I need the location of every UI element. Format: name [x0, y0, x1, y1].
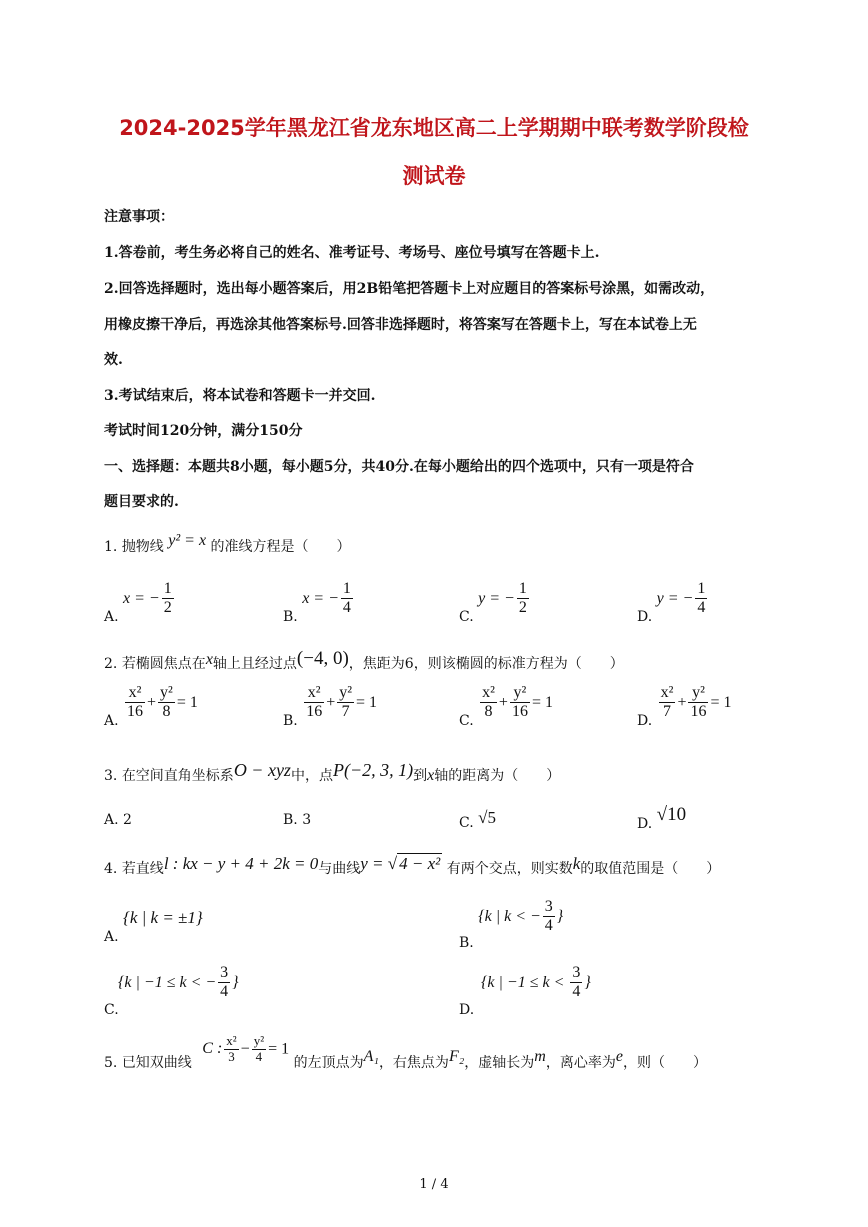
sqrt-sign: √	[387, 854, 398, 873]
note-2-cont: 用橡皮擦干净后，再选涂其他答案标号.回答非选择题时，将答案写在答题卡上，写在本试卷上无	[104, 317, 697, 333]
fraction-num: y²	[337, 684, 354, 703]
option-formula-post: }	[556, 907, 564, 925]
fraction-num: x²	[480, 684, 497, 703]
question-text: 轴的距离为（ ）	[434, 768, 561, 784]
question-axis: x	[205, 651, 213, 668]
question-text: 与曲线	[318, 861, 361, 877]
option-label: D.	[637, 816, 653, 832]
q3-option-a[interactable]	[104, 812, 132, 828]
option-fraction-num: 1	[517, 580, 529, 599]
option-value: 3	[302, 812, 312, 828]
question-focus: F₂	[448, 1048, 465, 1066]
question-text: ，离心率为	[545, 1055, 616, 1072]
question-text: 中，点	[290, 768, 333, 784]
fraction-num: 3	[570, 964, 582, 983]
option-formula-pre: {k | k < −	[478, 907, 541, 925]
exam-info: 考试时间120分钟，满分150分	[104, 423, 303, 439]
question-text: 的左顶点为	[293, 1055, 364, 1072]
option-formula-lhs: y = −	[656, 589, 694, 607]
question-number: 5.	[104, 1055, 118, 1072]
option-formula-post: }	[584, 973, 591, 991]
option-formula-pre: {k | −1 ≤ k < −	[118, 973, 217, 991]
option-formula-lhs: y = −	[478, 589, 515, 607]
question-vertex: A₁	[363, 1048, 379, 1066]
question-1	[104, 532, 351, 556]
paper-title-line1: 2024-2025学年黑龙江省龙东地区高二上学期期中联考数学阶段检	[119, 116, 749, 140]
option-fraction-num: 1	[695, 580, 707, 599]
question-text: 在空间直角坐标系	[121, 768, 234, 784]
fraction-num: y²	[510, 684, 530, 703]
option-formula-lhs: x = −	[302, 589, 339, 607]
option-label: D.	[637, 608, 653, 625]
notes-heading: 注意事项：	[104, 209, 174, 225]
question-text: 到	[413, 768, 428, 784]
question-text: 有两个交点，则实数	[446, 861, 573, 877]
equation-rhs: = 1	[531, 693, 553, 711]
question-point: P(−2, 3, 1)	[332, 760, 414, 780]
option-label: D.	[637, 712, 653, 729]
fraction-num: 3	[543, 898, 555, 917]
equation-rhs: = 1	[710, 693, 732, 711]
q3-option-c[interactable]	[459, 808, 496, 831]
option-formula-post: }	[232, 973, 239, 991]
option-fraction-num: 1	[162, 580, 174, 599]
q2-option-b[interactable]: B. $\frac{\text{x²}}{16}$ + $\frac{\text{y²}}{7}$ = 1	[283, 684, 378, 729]
q1-option-b[interactable]	[283, 580, 355, 625]
option-fraction-den: 2	[163, 599, 172, 617]
option-label: A.	[104, 929, 119, 945]
question-text: 的准线方程是（ ）	[210, 539, 351, 555]
option-label: A.	[104, 608, 119, 625]
fraction-den: 16	[511, 703, 528, 721]
fraction-den: 8	[162, 703, 171, 721]
option-value: √10	[656, 804, 687, 825]
question-curve-lhs: y =	[360, 854, 388, 873]
option-fraction-den: 2	[518, 599, 527, 617]
option-formula-lhs: x = −	[123, 589, 160, 607]
question-number: 4.	[104, 861, 118, 877]
question-formula: y² = x	[168, 532, 207, 549]
equation-rhs: = 1	[268, 1040, 290, 1058]
fraction-den: 7	[663, 703, 672, 721]
page-number: 1 / 4	[419, 1177, 449, 1192]
option-label: C.	[459, 712, 474, 729]
fraction-den: 4	[255, 1048, 263, 1064]
option-label: B.	[283, 608, 298, 625]
question-3	[104, 760, 561, 785]
option-label: C.	[459, 608, 474, 625]
q4-option-a[interactable]	[104, 908, 203, 945]
option-value: 2	[123, 812, 132, 828]
option-label: C.	[459, 815, 474, 831]
question-curve-label: C :	[202, 1040, 223, 1058]
fraction-num: y²	[158, 684, 175, 703]
question-2	[104, 648, 624, 674]
fraction-den: 4	[572, 983, 581, 1001]
question-text: ，则（ ）	[622, 1055, 707, 1072]
section1-instructions-cont: 题目要求的.	[104, 494, 179, 510]
option-label: D.	[459, 1001, 475, 1018]
option-label: B.	[283, 712, 298, 729]
fraction-num: x²	[304, 684, 324, 703]
fraction-num: x²	[226, 1033, 237, 1048]
note-3: 3.考试结束后，将本试卷和答题卡一并交回.	[104, 388, 376, 404]
option-value: √5	[478, 808, 496, 827]
fraction-den: 16	[690, 703, 707, 721]
question-number: 1.	[104, 539, 118, 555]
fraction-num: y²	[253, 1033, 265, 1048]
q1-option-c[interactable]	[459, 580, 531, 625]
equation-rhs: = 1	[356, 693, 378, 711]
q3-option-b[interactable]	[283, 812, 311, 828]
question-curve-radicand: 4 − x²	[399, 854, 441, 873]
note-2-end: 效.	[104, 352, 123, 368]
q2-option-d[interactable]: D. $\frac{\text{x²}}{7}$ + $\frac{\text{y²}}{16}$ = 1	[637, 684, 732, 729]
question-text: 轴上且经过点	[212, 656, 297, 672]
fraction-den: 3	[228, 1048, 235, 1064]
option-fraction-num: 1	[341, 580, 353, 599]
question-point: (−4, 0)	[296, 648, 349, 669]
option-formula: {k | k = ±1}	[123, 908, 203, 927]
q2-option-c[interactable]: C. $\frac{\text{x²}}{8}$ + $\frac{\text{y²}}{16}$ = 1	[459, 684, 553, 729]
question-text: 若椭圆焦点在	[121, 656, 206, 672]
equation-rhs: = 1	[176, 693, 198, 711]
note-2: 2.回答选择题时，选出每小题答案后，用2B铅笔把答题卡上对应题目的答案标号涂黑，如需改动，	[104, 281, 715, 297]
question-number: 3.	[104, 768, 118, 784]
question-text: 抛物线	[121, 539, 164, 555]
note-1: 1.答卷前，考生务必将自己的姓名、准考证号、考场号、座位号填写在答题卡上.	[104, 245, 600, 261]
question-var-m: m	[534, 1048, 546, 1066]
question-system: O − xyz	[233, 760, 291, 780]
q3-option-d[interactable]	[637, 804, 687, 832]
option-label: A.	[104, 812, 119, 828]
question-text: 已知双曲线	[121, 1055, 192, 1072]
question-line-equation: l : kx − y + 4 + 2k = 0	[163, 854, 319, 873]
question-variable: k	[572, 854, 581, 873]
q4-option-d[interactable]	[459, 964, 591, 1018]
fraction-den: 4	[220, 983, 229, 1001]
option-label: B.	[459, 934, 474, 951]
option-fraction-den: 4	[697, 599, 706, 617]
question-4	[104, 854, 721, 878]
fraction-num: y²	[688, 684, 708, 703]
fraction-den: 16	[127, 703, 144, 721]
question-axis: x	[427, 767, 435, 784]
question-text: 若直线	[121, 861, 164, 877]
question-number: 2.	[104, 656, 118, 672]
q4-option-b[interactable]	[459, 898, 564, 951]
option-label: B.	[283, 812, 298, 828]
question-text: ，右焦点为	[378, 1055, 449, 1072]
question-text: ，焦距为6，则该椭圆的标准方程为（ ）	[348, 656, 624, 672]
question-5: 5. 已知双曲线 C : $\frac{\text{x²}}{3}$ − $\frac{\text{y²}}{4}$ = 1 的左顶点为A₁，右焦点为F₂，虚轴长为m，离心率为e，则（ ）	[104, 1033, 707, 1072]
q1-option-d[interactable]	[637, 580, 709, 625]
fraction-den: 16	[306, 703, 323, 721]
question-var-e: e	[615, 1048, 623, 1066]
question-text: ，虚轴长为	[464, 1055, 535, 1072]
fraction-den: 7	[341, 703, 350, 721]
option-formula-pre: {k | −1 ≤ k <	[481, 973, 569, 991]
fraction-num: 3	[218, 964, 230, 983]
q1-option-a[interactable]	[104, 580, 176, 625]
question-text: 的取值范围是（ ）	[580, 861, 721, 877]
option-label: A.	[104, 712, 119, 729]
q4-option-c[interactable]	[104, 964, 239, 1018]
option-fraction-den: 4	[342, 599, 351, 617]
q2-option-a[interactable]: A. $\frac{\text{x²}}{16}$ + $\frac{\text{y²}}{8}$ = 1	[104, 684, 198, 729]
fraction-num: x²	[125, 684, 145, 703]
section1-instructions: 一、选择题：本题共8小题，每小题5分，共40分.在每小题给出的四个选项中，只有一项是符合	[104, 459, 694, 475]
fraction-den: 4	[544, 917, 553, 935]
option-label: C.	[104, 1001, 119, 1018]
fraction-den: 8	[484, 703, 493, 721]
paper-title-line2: 测试卷	[402, 164, 466, 188]
fraction-num: x²	[659, 684, 676, 703]
